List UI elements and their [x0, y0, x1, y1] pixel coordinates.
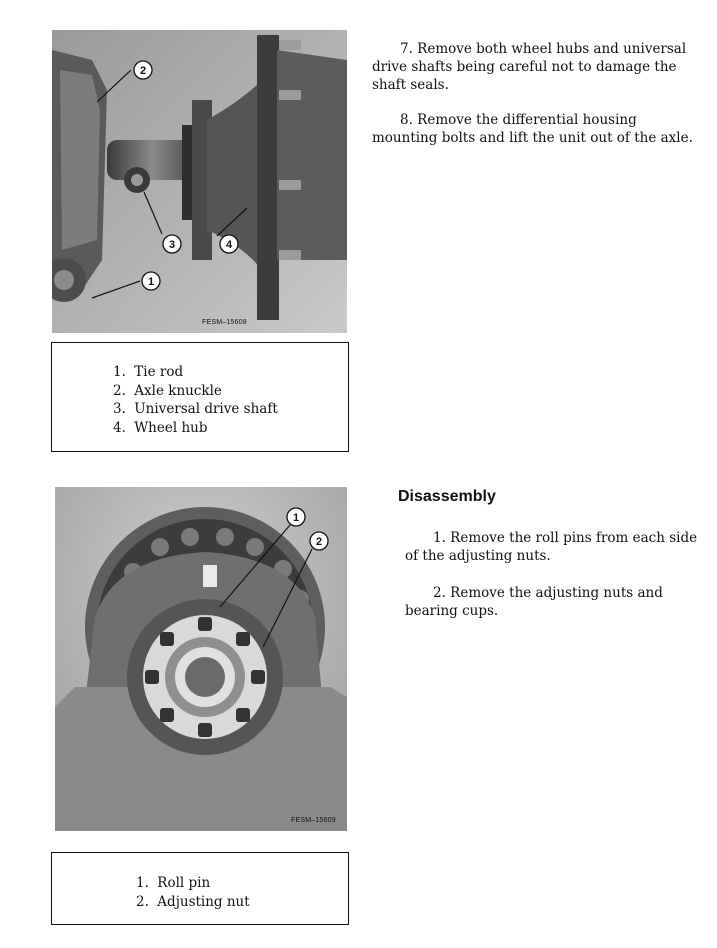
legend-item-text: Adjusting nut: [157, 893, 250, 910]
figure-2-code: FESM–15609: [291, 817, 336, 824]
callout-2-label: 2: [139, 65, 147, 77]
figure-1-code: FESM–15608: [202, 319, 247, 326]
legend-item-number: 4.: [113, 419, 126, 436]
figure-1-illustration: [52, 30, 347, 333]
legend-item: [136, 893, 250, 912]
legend-item-text: Tie rod: [134, 364, 184, 380]
figure-1-legend: [51, 342, 349, 452]
disassembly-step-2: 2. Remove the adjusting nuts and bearing cups.: [405, 585, 663, 619]
disassembly-heading: Disassembly: [398, 488, 496, 505]
legend-item: [136, 874, 250, 893]
legend-item: [113, 363, 278, 382]
callout-1-label: 1: [147, 276, 155, 288]
callout-3-label: 3: [168, 239, 176, 251]
legend-item-number: 3.: [113, 401, 126, 417]
callout-4-label: 4: [225, 239, 233, 251]
legend-item-number: 1.: [113, 364, 126, 380]
legend-item-text: Wheel hub: [134, 419, 208, 436]
legend-item: [113, 419, 278, 438]
step-8-paragraph: 8. Remove the differential housing mounting bolts and lift the unit out of the axle.: [372, 112, 693, 146]
legend-item: [113, 400, 278, 419]
legend-item-text: Roll pin: [157, 875, 211, 891]
legend-item-number: 2.: [136, 893, 149, 910]
legend-item-number: 2.: [113, 382, 126, 399]
legend-item: [113, 382, 278, 401]
figure-2-legend: [51, 852, 349, 925]
figure-1-photo: [52, 30, 347, 333]
step-7-paragraph: 7. Remove both wheel hubs and universal drive shafts being careful not to damage the shaft seals.: [372, 41, 687, 93]
figure-2-illustration: [55, 487, 347, 831]
legend-item-text: Axle knuckle: [134, 382, 222, 399]
callout-1-label: 1: [292, 512, 300, 524]
figure-2-photo: [55, 487, 347, 831]
callout-2-label: 2: [315, 536, 323, 548]
legend-item-text: Universal drive shaft: [134, 401, 278, 417]
disassembly-step-1: 1. Remove the roll pins from each side of the adjusting nuts.: [405, 530, 698, 564]
legend-item-number: 1.: [136, 875, 149, 891]
